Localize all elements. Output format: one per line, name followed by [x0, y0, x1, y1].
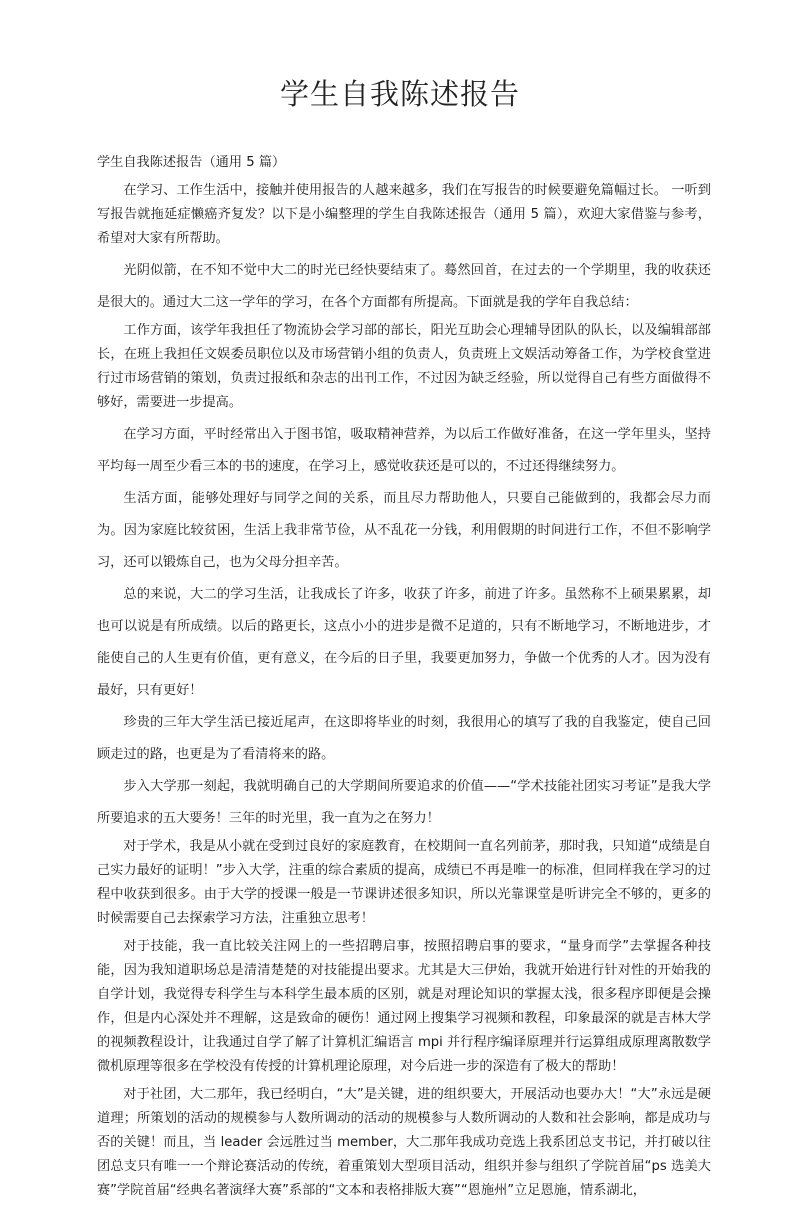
- paragraph-graduation: 珍贵的三年大学生活已接近尾声，在这即将毕业的时刻，我很用心的填写了我的自我鉴定，使自己回顾走过的路，也更是为了看清将来的路。: [97, 715, 711, 762]
- paragraph-academics: 对于学术，我是从小就在受到过良好的家庭教育，在校期间一直名列前茅，那时我，只知道“成绩是自己实力最好的证明！”步入大学，注重的综合素质的提高，成绩已不再是唯一的标准，但同样我在学习的过程中收获到很多。由于大学的授课一般是一节课讲述很多知识，所以光靠课堂是听讲完全不够的，更多的时候需要自己去探索学习方法，注重独立思考！: [97, 839, 711, 926]
- document-body: [97, 151, 711, 1207]
- paragraph-life: 生活方面，能够处理好与同学之间的关系，而且尽力帮助他人，只要自己能做到的，我都会尽力而为。因为家庭比较贫困，生活上我非常节俭，从不乱花一分钱，利用假期的时间进行工作，不但不影响学习，还可以锻炼自己，也为父母分担辛苦。: [97, 491, 711, 570]
- paragraph-clubs: 对于社团，大二那年，我已经明白，“大”是关键，进的组织要大，开展活动也要办大！“大”永远是硬道理；所策划的活动的规模参与人数所调动的活动的规模参与人数所调动的人数和社会影响，都是成功与否的关键！而且，当 leader 会远胜过当 member，大二那年我成功竞选上我系团总支书记，并打破以往团总支只有唯一一个辩论赛活动的传统，着重策划大型项目活动，组织并参与组织了学院首届“ps 选美大赛”学院首届“经典名著演绎大赛”系部的“文本和表格排版大赛”“恩施州”立足恩施，情系湖北，: [97, 1087, 711, 1198]
- paragraph-work: 工作方面，该学年我担任了物流协会学习部的部长，阳光互助会心理辅导团队的队长，以及编辑部部长，在班上我担任文娱委员职位以及市场营销小组的负责人，负责班上文娱活动筹备工作，为学校食堂进行过市场营销的策划，负责过报纸和杂志的出刊工作，不过因为缺乏经验，所以觉得自己有些方面做得不够好，需要进一步提高。: [97, 323, 711, 410]
- document-subtitle: 学生自我陈述报告（通用 5 篇）: [97, 155, 286, 170]
- paragraph-summary-opening: 光阴似箭，在不知不觉中大二的时光已经快要结束了。蓦然回首，在过去的一个学期里，我的收获还是很大的。通过大二这一学年的学习，在各个方面都有所提高。下面就是我的学年自我总结：: [97, 263, 711, 310]
- paragraph-study: 在学习方面，平时经常出入于图书馆，吸取精神营养，为以后工作做好准备，在这一学年里头，坚持平均每一周至少看三本的书的速度，在学习上，感觉收获还是可以的，不过还得继续努力。: [97, 427, 711, 474]
- paragraph-conclusion: 总的来说，大二的学习生活，让我成长了许多，收获了许多，前进了许多。虽然称不上硕果累累，却也可以说是有所成绩。以后的路更长，这点小小的进步是微不足道的，只有不断地学习，不断地进步，才能使自己的人生更有价值，更有意义，在今后的日子里，我要更加努力，争做一个优秀的人才。因为没有最好，只有更好！: [97, 587, 711, 698]
- document-title: 学生自我陈述报告: [279, 77, 520, 111]
- paragraph-intro: 在学习、工作生活中，接触并使用报告的人越来越多，我们在写报告的时候要避免篇幅过长。 一听到写报告就拖延症懒癌齐复发？以下是小编整理的学生自我陈述报告（通用 5 篇），欢迎大家借鉴与参考，希望对大家有所帮助。: [97, 183, 711, 246]
- paragraph-skills: 对于技能，我一直比较关注网上的一些招聘启事，按照招聘启事的要求，“量身而学”去掌握各种技能，因为我知道职场总是清清楚楚的对技能提出要求。尤其是大三伊始，我就开始进行针对性的开始我的自学计划，我觉得专科学生与本科学生最本质的区别，就是对理论知识的掌握太浅，很多程序即便是会操作，但是内心深处并不理解，这是致命的硬伤！通过网上搜集学习视频和教程，印象最深的就是吉林大学的视频教程设计，让我通过自学了解了计算机汇编语言 mpi 并行程序编译原理并行运算组成原理离散数学微机原理等很多在学校没有传授的计算机理论原理，对今后进一步的深造有了极大的帮助！: [97, 939, 711, 1074]
- paragraph-goals: 步入大学那一刻起，我就明确自己的大学期间所要追求的价值——“学术技能社团实习考证”是我大学所要追求的五大要务！三年的时光里，我一直为之在努力！: [97, 779, 711, 826]
